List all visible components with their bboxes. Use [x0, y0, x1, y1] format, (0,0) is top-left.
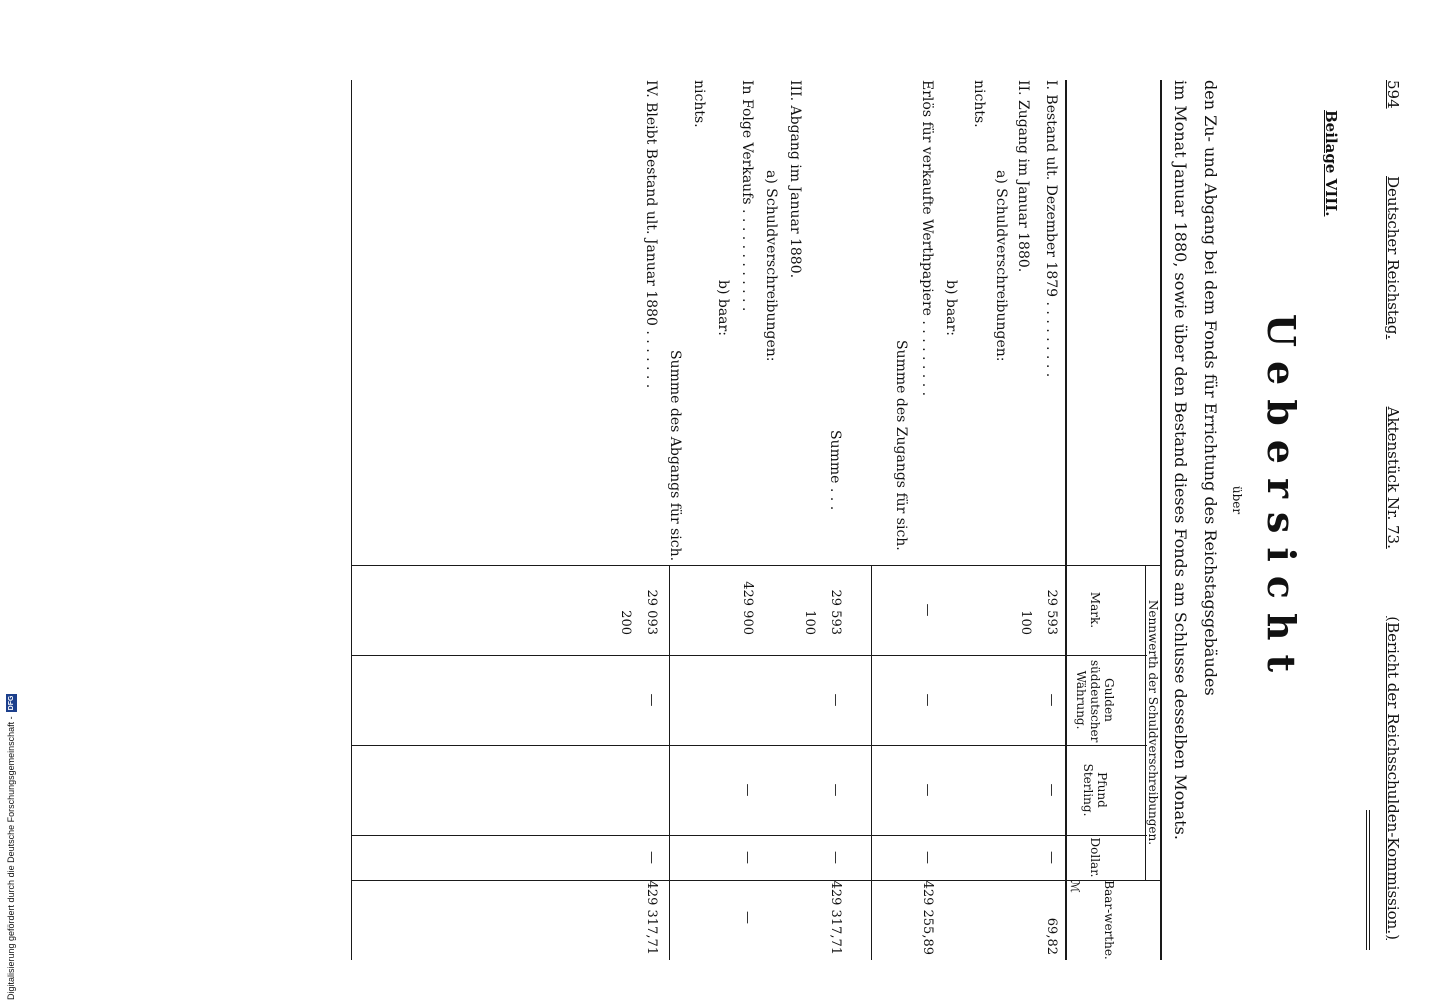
row-label: nichts.: [971, 80, 987, 128]
table-row: [710, 80, 736, 960]
cell-baar: 429 317,71: [644, 880, 659, 955]
cell-gulden: —: [828, 693, 843, 707]
footer-text: Digitalisierung gefördert durch die Deutsche Forschungsgemeinschaft -: [6, 716, 16, 1000]
table-row: [618, 80, 664, 960]
cell-mark: 429 900: [740, 581, 755, 635]
table-row: [802, 80, 848, 960]
header-rule: [1369, 810, 1370, 950]
table-header-rule: [1065, 80, 1067, 960]
table-row: [938, 80, 964, 960]
cell-mark: 29 593 100: [802, 589, 843, 635]
row-label: b) baar:: [715, 280, 731, 336]
table-row: [782, 80, 808, 960]
table-row: [966, 80, 992, 960]
cell-dollar: —: [644, 851, 659, 864]
footer-strip: [4, 600, 18, 1000]
cell-baar: —: [740, 911, 755, 924]
cell-pfund: —: [740, 783, 755, 797]
cell-baar: 429 255,89: [920, 880, 935, 955]
sum-rule: [871, 565, 872, 960]
header-pfund: Pfund Sterling.: [1081, 763, 1109, 817]
sum-rule: [669, 565, 670, 960]
document-label: Aktenstück Nr. 73.: [1384, 406, 1402, 549]
header-mark: Mark.: [1088, 591, 1102, 629]
table-row: [888, 80, 914, 960]
header-baar: Baar-werthe.: [1102, 880, 1116, 960]
page-number: 594: [1384, 80, 1402, 109]
publication-name: Deutscher Reichstag.: [1384, 176, 1402, 340]
cell-gulden: —: [1044, 693, 1059, 707]
title-line-2: im Monat Januar 1880, sowie über den Bestand dieses Fonds am Schlusse desselben Monats.: [1171, 80, 1190, 840]
cell-dollar: —: [920, 851, 935, 864]
cell-pfund: —: [1044, 783, 1059, 797]
table-row: [686, 80, 712, 960]
row-label: a) Schuldverschreibungen:: [763, 170, 779, 362]
cell-dollar: —: [1044, 851, 1059, 864]
header-dollar: Dollar.: [1088, 837, 1102, 878]
row-label: I. Bestand ult. Dezember 1879 . . . . . . . . .: [1043, 80, 1059, 378]
header-gulden: Gulden süddeutscher Währung.: [1074, 660, 1116, 743]
table-row: [734, 80, 760, 960]
table-row: [758, 80, 784, 960]
cell-gulden: —: [644, 693, 659, 707]
title-sub: über: [1230, 485, 1244, 515]
dfg-logo: DFG: [7, 695, 15, 711]
beilage-label: Beilage VIII.: [1322, 110, 1340, 217]
table-row: [914, 80, 940, 960]
cell-pfund: —: [828, 783, 843, 797]
cell-dollar: —: [828, 851, 843, 864]
document-page: [42, 0, 1412, 1000]
row-label: nichts.: [691, 80, 707, 128]
row-label: III. Abgang im Januar 1880.: [787, 80, 803, 279]
cell-pfund: —: [920, 783, 935, 797]
table-top-rule: [1160, 80, 1162, 960]
cell-baar: 429 317,71: [828, 880, 843, 955]
cell-mark: 29 593 100: [1018, 589, 1059, 635]
row-label: In Folge Verkaufs . . . . . . . . . . . .: [739, 80, 755, 312]
header-rule-2: [1366, 810, 1367, 950]
group-header: Nennwerth der Schuldverschreibungen.: [1146, 599, 1160, 846]
footer-side: [4, 0, 18, 1000]
row-label: II. Zugang im Januar 1880.: [1015, 80, 1031, 273]
table-bottom-rule: [351, 80, 352, 960]
cell-dollar: —: [740, 851, 755, 864]
cell-mark: —: [920, 603, 935, 617]
row-label: a) Schuldverschreibungen:: [993, 170, 1009, 362]
row-label: IV. Bleibt Bestand ult. Januar 1880 . . . . . . .: [643, 80, 659, 389]
table-row: [662, 80, 688, 960]
report-note: (Bericht der Reichsschulden-Kommission.): [1384, 616, 1402, 940]
cell-mark: 29 093 200: [618, 589, 659, 635]
page-title: Uebersicht: [1259, 313, 1304, 687]
row-label: Summe des Zugangs für sich.: [893, 340, 909, 551]
cell-gulden: —: [920, 693, 935, 707]
title-line-1: den Zu- und Abgang bei dem Fonds für Errichtung des Reichstagsgebäudes: [1201, 80, 1220, 696]
row-label: Summe . . .: [827, 430, 843, 511]
row-label: b) baar:: [943, 280, 959, 336]
header-baar-unit: ℳ: [1068, 880, 1082, 893]
row-label: Erlös für verkaufte Werthpapiere . . . . . . . . .: [919, 80, 935, 397]
cell-baar: 69,82: [1044, 917, 1059, 955]
row-label: Summe des Abgangs für sich.: [667, 350, 683, 562]
running-header: [1384, 80, 1402, 940]
